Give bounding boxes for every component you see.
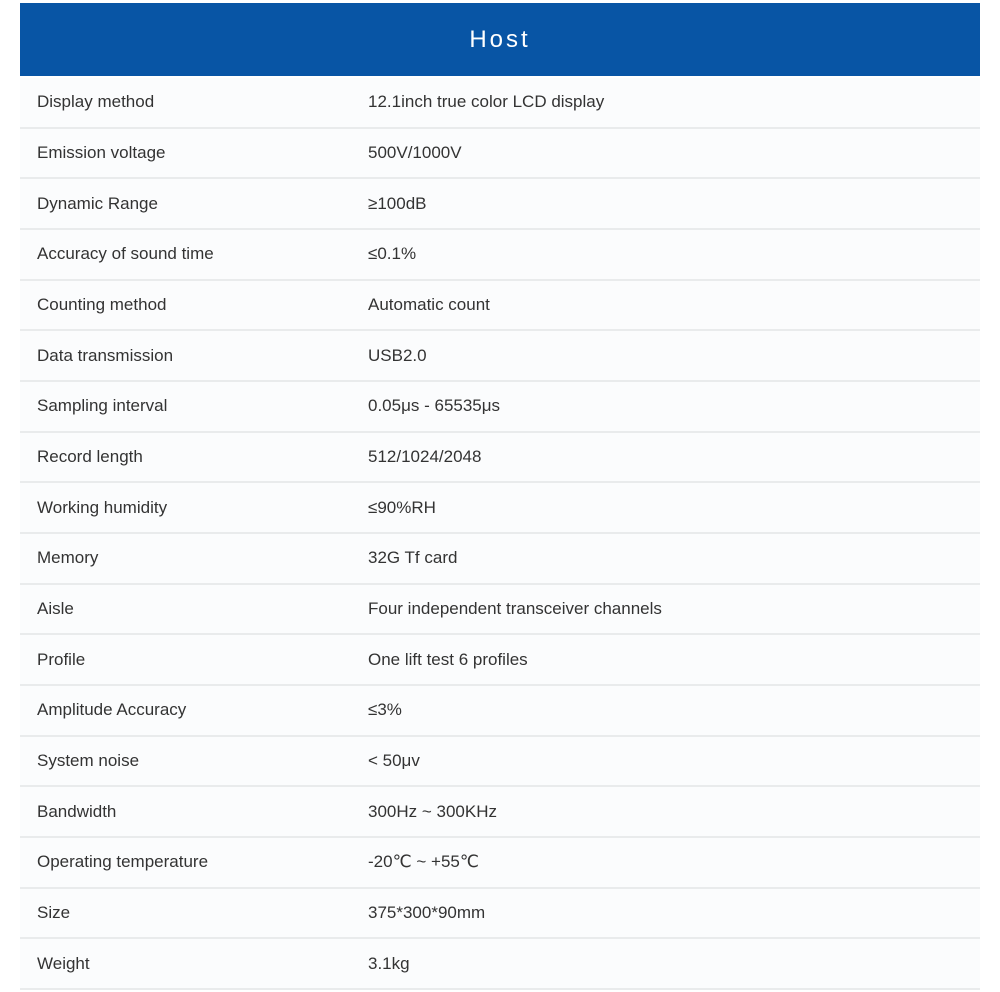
spec-row-system-noise: [20, 737, 980, 788]
spec-label: Working humidity: [37, 497, 168, 517]
spec-row-profile: [20, 635, 980, 686]
spec-rows: [20, 78, 980, 990]
spec-label: Profile: [37, 649, 86, 669]
spec-value: 12.1inch true color LCD display: [368, 92, 605, 112]
spec-value: ≤90%RH: [368, 497, 436, 517]
spec-value: ≥100dB: [368, 193, 427, 213]
spec-value: 0.05μs - 65535μs: [368, 396, 501, 416]
spec-row-dynamic-range: [20, 179, 980, 230]
spec-row-display-method: [20, 78, 980, 129]
host-header-bar: [20, 3, 980, 76]
spec-label: Record length: [37, 447, 143, 467]
spec-value: 512/1024/2048: [368, 447, 482, 467]
spec-value: 500V/1000V: [368, 143, 462, 162]
spec-value: < 50μv: [368, 751, 420, 771]
spec-label: System noise: [37, 751, 140, 771]
spec-value: ≤3%: [368, 700, 402, 720]
spec-value: 32G Tf card: [368, 548, 458, 568]
spec-label: Sampling interval: [37, 396, 168, 416]
spec-row-accuracy-of-sound-time: [20, 230, 980, 281]
spec-row-bandwidth: [20, 787, 980, 838]
spec-label: Weight: [37, 953, 90, 973]
spec-row-weight: [20, 939, 980, 990]
spec-label: Aisle: [37, 599, 74, 619]
spec-row-aisle: [20, 585, 980, 636]
spec-label: Amplitude Accuracy: [37, 700, 187, 720]
spec-row-sampling-interval: [20, 382, 980, 433]
spec-label: Data transmission: [37, 345, 174, 365]
spec-row-emission-voltage: [20, 129, 980, 180]
spec-label: Operating temperature: [37, 852, 209, 872]
spec-row-operating-temperature: [20, 838, 980, 889]
spec-row-working-humidity: [20, 483, 980, 534]
spec-label: Accuracy of sound time: [37, 244, 214, 264]
spec-value: -20℃ ~ +55℃: [368, 852, 479, 872]
spec-row-size: [20, 889, 980, 940]
spec-label: Emission voltage: [37, 143, 166, 162]
spec-value: 375*300*90mm: [368, 903, 486, 923]
spec-value: USB2.0: [368, 345, 427, 365]
spec-row-amplitude-accuracy: [20, 686, 980, 737]
spec-row-record-length: [20, 433, 980, 484]
spec-value: Four independent transceiver channels: [368, 599, 662, 619]
spec-row-data-transmission: [20, 331, 980, 382]
spec-table: [20, 3, 980, 990]
spec-label: Memory: [37, 548, 99, 568]
spec-label: Display method: [37, 92, 155, 112]
spec-row-counting-method: [20, 281, 980, 332]
spec-value: 3.1kg: [368, 953, 410, 973]
page-title: Host: [469, 25, 531, 53]
spec-label: Counting method: [37, 295, 167, 315]
spec-value: ≤0.1%: [368, 244, 417, 264]
spec-label: Bandwidth: [37, 801, 117, 821]
spec-value: Automatic count: [368, 295, 490, 315]
spec-label: Dynamic Range: [37, 193, 158, 213]
spec-value: One lift test 6 profiles: [368, 649, 528, 669]
spec-value: 300Hz ~ 300KHz: [368, 801, 497, 821]
spec-row-memory: [20, 534, 980, 585]
spec-label: Size: [37, 903, 71, 923]
